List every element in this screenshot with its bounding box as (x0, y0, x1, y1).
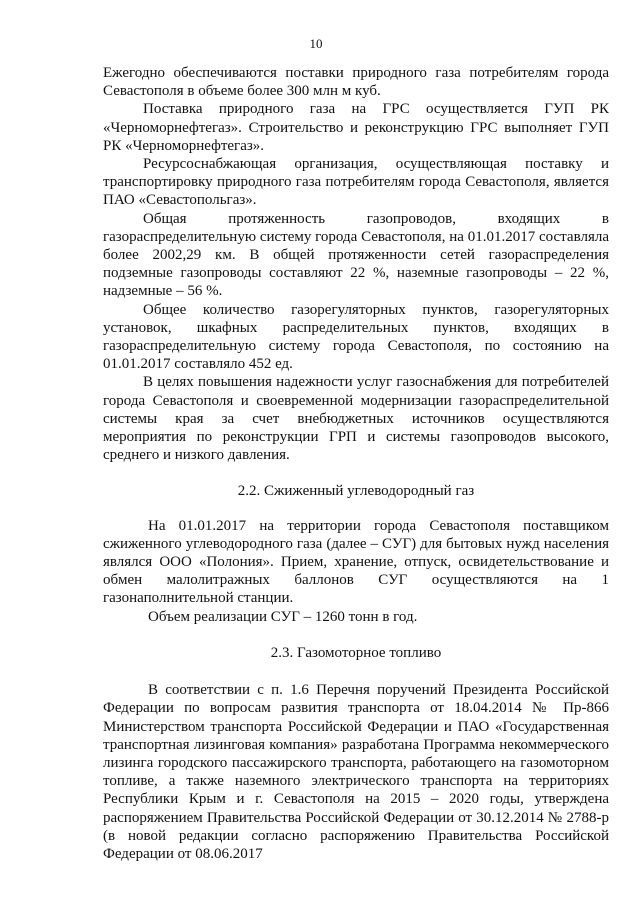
page-number: 10 (309, 36, 323, 51)
paragraph: Ежегодно обеспечиваются поставки природного газа потребителям города Севастополя в объеме более 300 млн м куб. (103, 65, 609, 100)
paragraph: Общая протяженность газопроводов, входящих в газораспределительную систему города Севастополя, на 01.01.2017 составляла более 2002,29 км. В общей протяженности сетей газораспределения подземные газопроводы составляют 22 %, наземные газопроводы – 22 %, надземные – 56 %. (103, 210, 609, 300)
paragraph: В соответствии с п. 1.6 Перечня поручений Президента Российской Федерации по вопросам развития транспорта от 18.04.2014 № Пр-866 Министерством транспорта Российской Федерации и ПАО «Государственная транспортная лизинговая компания» разработана Программа некоммерческого лизинга городского пассажирского транспорта, работающего на газомоторном топливе, а также наземного электрического транспорта на территориях Республики Крым и г. Севастополя на 2015 – 2020 годы, утверждена распоряжением Правительства Российской Федерации от 30.12.2014 № 2788-р (в новой редакции согласно распоряжению Правительства Российской Федерации от 08.06.2017 (103, 682, 609, 862)
paragraph: Поставка природного газа на ГРС осуществляется ГУП РК «Черноморнефтегаз». Строительство и реконструкцию ГРС выполняет ГУП РК «Черноморнефтегаз». (103, 101, 609, 154)
section-heading: 2.3. Газомоторное топливо (270, 644, 442, 661)
paragraph: На 01.01.2017 на территории города Севастополя поставщиком сжиженного углеводородного газа (далее – СУГ) для бытовых нужд населения являлся ООО «Полония». Прием, хранение, отпуск, освидетельствование и обмен малолитражных баллонов СУГ осуществляются на 1 газонаполнительной станции. (103, 517, 609, 607)
section-heading: 2.2. Сжиженный углеводородный газ (237, 483, 475, 500)
paragraph: Ресурсоснабжающая организация, осуществляющая поставку и транспортировку природного газа потребителям города Севастополя, является ПАО «Севастопольгаз». (103, 156, 609, 209)
paragraph: В целях повышения надежности услуг газоснабжения для потребителей города Севастополя и своевременной модернизации газораспределительной системы края за счет внебюджетных источников осуществляются мероприятия по реконструкции ГРП и системы газопроводов высокого, среднего и низкого давления. (103, 374, 609, 464)
paragraph: Объем реализации СУГ – 1260 тонн в год. (148, 608, 418, 625)
page-content (103, 64, 609, 863)
paragraph: Общее количество газорегуляторных пунктов, газорегуляторных установок, шкафных распределительных пунктов, входящих в газораспределительную систему города Севастополя, по состоянию на 01.01.2017 составляло 452 ед. (103, 301, 609, 373)
